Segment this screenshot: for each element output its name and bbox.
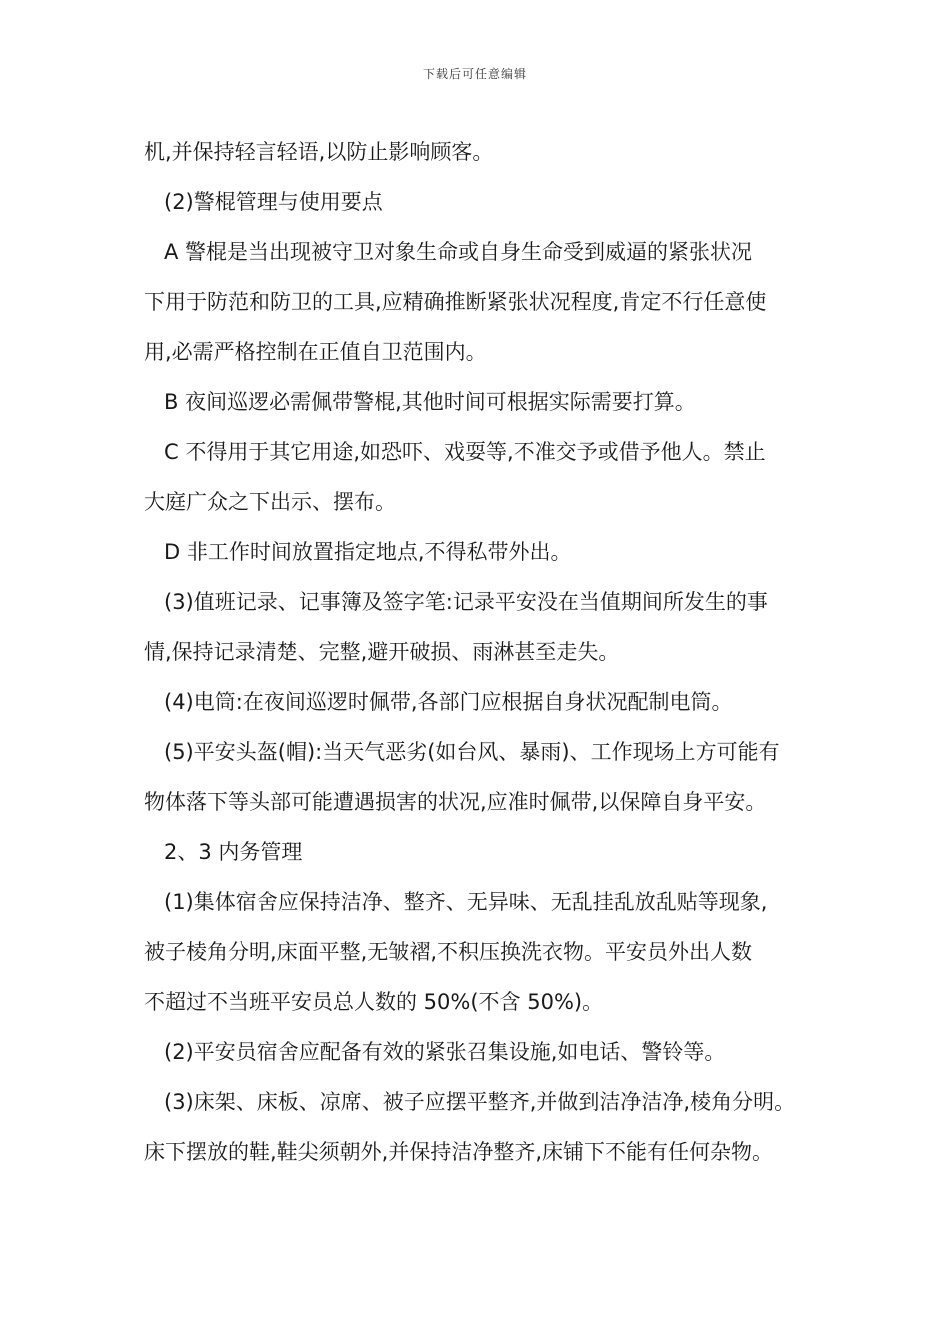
paragraph-line: A 警棍是当出现被守卫对象生命或自身生命受到威逼的紧张状况	[164, 240, 753, 264]
paragraph-line: (5)平安头盔(帽):当天气恶劣(如台风、暴雨)、工作现场上方可能有	[164, 740, 780, 764]
paragraph-line: 用,必需严格控制在正值自卫范围内。	[144, 340, 487, 364]
section-heading: 2、3 内务管理	[164, 840, 303, 864]
paragraph-line: (2)警棍管理与使用要点	[164, 190, 383, 214]
paragraph-line: (1)集体宿舍应保持洁净、整齐、无异味、无乱挂乱放乱贴等现象,	[164, 890, 768, 914]
paragraph-line: (3)床架、床板、凉席、被子应摆平整齐,并做到洁净洁净,棱角分明。	[164, 1090, 796, 1114]
paragraph-line: 床下摆放的鞋,鞋尖须朝外,并保持洁净整齐,床铺下不能有任何杂物。	[144, 1140, 774, 1164]
paragraph-line: 物体落下等头部可能遭遇损害的状况,应准时佩带,以保障自身平安。	[144, 790, 767, 814]
paragraph-line: D 非工作时间放置指定地点,不得私带外出。	[164, 540, 572, 564]
paragraph-line: C 不得用于其它用途,如恐吓、戏耍等,不准交予或借予他人。禁止	[164, 440, 766, 464]
paragraph-line: 不超过不当班平安员总人数的 50%(不含 50%)。	[144, 990, 604, 1014]
paragraph-line: 大庭广众之下出示、摆布。	[144, 490, 396, 514]
paragraph-line: 下用于防范和防卫的工具,应精确推断紧张状况程度,肯定不行任意使	[144, 290, 767, 314]
page-header: 下载后可任意编辑	[422, 67, 527, 81]
paragraph-line: 情,保持记录清楚、完整,避开破损、雨淋甚至走失。	[144, 640, 620, 664]
paragraph-line: 被子棱角分明,床面平整,无皱褶,不积压换洗衣物。平安员外出人数	[144, 940, 753, 964]
paragraph-line: (2)平安员宿舍应配备有效的紧张召集设施,如电话、警铃等。	[164, 1040, 726, 1064]
paragraph-line: B 夜间巡逻必需佩带警棍,其他时间可根据实际需要打算。	[164, 390, 696, 414]
paragraph-line: 机,并保持轻言轻语,以防止影响顾客。	[144, 140, 494, 164]
paragraph-line: (4)电筒:在夜间巡逻时佩带,各部门应根据自身状况配制电筒。	[164, 690, 733, 714]
paragraph-line: (3)值班记录、记事簿及签字笔:记录平安没在当值期间所发生的事	[164, 590, 768, 614]
